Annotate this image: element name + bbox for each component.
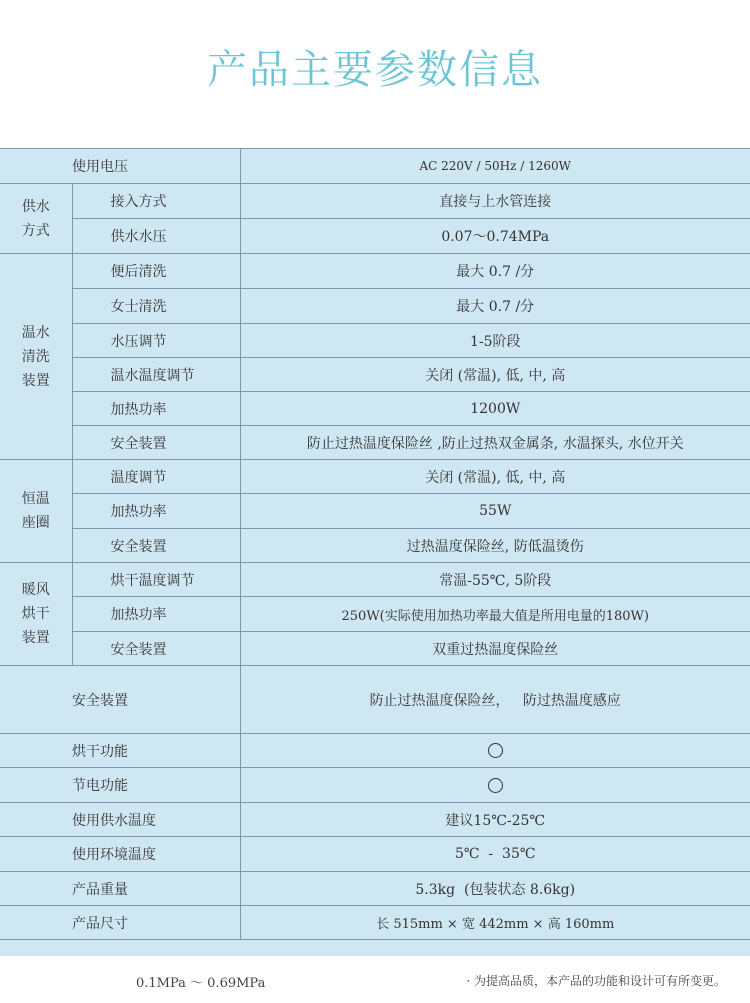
table-row [0,289,750,324]
table-row [0,426,750,460]
table-row [0,324,750,358]
row-label: 使用电压 [0,149,240,184]
footer-disclaimer: · 为提高品质，本产品的功能和设计可有所变更。 [466,974,726,988]
table-row [0,666,750,734]
table-row [0,392,750,426]
row-label: 安全装置 [72,632,240,666]
group-text: 供水方式 [21,198,50,239]
row-value [240,768,750,803]
row-value: 常温-55℃, 5阶段 [240,563,750,597]
table-row [0,563,750,597]
group-text: 恒温座圈 [21,491,50,531]
row-label: 产品尺寸 [0,906,240,940]
row-label: 接入方式 [72,184,240,219]
table-row [0,597,750,632]
table-row [0,494,750,529]
row-label: 烘干温度调节 [72,563,240,597]
row-label: 供水水压 [72,219,240,254]
row-label: 节电功能 [0,768,240,803]
group-label [0,254,72,460]
group-text: 暖风烘干装置 [21,582,50,646]
table-row [0,734,750,768]
row-value: AC 220V / 50Hz / 1260W [240,149,750,184]
row-value: 最大 0.7 /分 [240,254,750,289]
table-row [0,254,750,289]
row-label: 加热功率 [72,597,240,632]
page-title: 产品主要参数信息 [207,47,543,93]
header [0,0,750,148]
row-value: 250W(实际使用加热功率最大值是所用电量的180W) [240,597,750,632]
group-label [0,184,72,254]
group-label [0,563,72,666]
table-row [0,149,750,184]
table-row [0,872,750,906]
row-label: 温水温度调节 [72,358,240,392]
group-text: 温水清洗装置 [21,324,50,389]
table-row [0,358,750,392]
table-row [0,460,750,494]
footer [0,956,750,1003]
row-value [240,734,750,768]
row-value: 关闭 (常温), 低, 中, 高 [240,358,750,392]
spec-table-panel [0,148,750,956]
table-row [0,632,750,666]
circle-icon [488,778,503,793]
row-value: 直接与上水管连接 [240,184,750,219]
circle-icon [488,743,503,758]
table-row [0,837,750,872]
row-value: 双重过热温度保险丝 [240,632,750,666]
table-row [0,768,750,803]
footer-pressure-note: 0.1MPa ～ 0.69MPa [136,976,266,991]
row-value: 长 515mm × 宽 442mm × 高 160mm [240,906,750,940]
row-label: 使用供水温度 [0,803,240,837]
group-label [0,460,72,563]
row-value: 5.3kg (包装状态 8.6kg) [240,872,750,906]
row-label: 安全装置 [72,529,240,563]
row-value: 0.07～0.74MPa [240,219,750,254]
row-value: 建议15℃-25℃ [240,803,750,837]
row-value: 关闭 (常温), 低, 中, 高 [240,460,750,494]
table-row [0,906,750,940]
row-label: 产品重量 [0,872,240,906]
row-value: 最大 0.7 /分 [240,289,750,324]
row-label: 温度调节 [72,460,240,494]
row-value: 5℃ - 35℃ [240,837,750,872]
spec-table [0,148,750,940]
table-row [0,803,750,837]
row-label: 烘干功能 [0,734,240,768]
row-value: 55W [240,494,750,529]
row-value: 1-5阶段 [240,324,750,358]
row-value: 防止过热温度保险丝 ,防止过热双金属条, 水温探头, 水位开关 [240,426,750,460]
row-label: 安全装置 [0,666,240,734]
row-label: 便后清洗 [72,254,240,289]
row-label: 使用环境温度 [0,837,240,872]
row-label: 女士清洗 [72,289,240,324]
row-label: 水压调节 [72,324,240,358]
row-value: 1200W [240,392,750,426]
row-label: 加热功率 [72,392,240,426]
row-label: 安全装置 [72,426,240,460]
table-row [0,529,750,563]
row-value: 过热温度保险丝, 防低温烫伤 [240,529,750,563]
table-row [0,219,750,254]
table-row [0,184,750,219]
row-value: 防止过热温度保险丝， 防过热温度感应 [240,666,750,734]
row-label: 加热功率 [72,494,240,529]
